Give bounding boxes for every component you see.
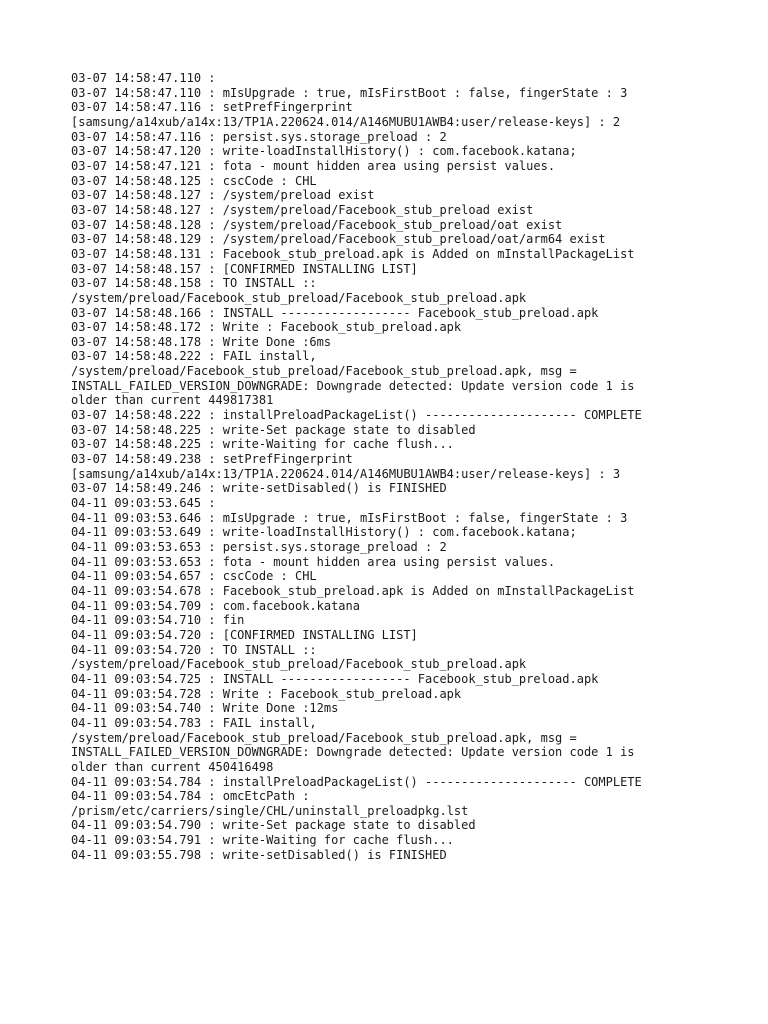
log-line: 03-07 14:58:48.129 : /system/preload/Facebook_stub_preload/oat/arm64 exist [71,232,606,247]
log-line: 03-07 14:58:48.157 : [CONFIRMED INSTALLING LIST] [71,261,418,276]
log-line: [samsung/a14xub/a14x:13/TP1A.220624.014/A146MUBU1AWB4:user/release-keys] : 2 [71,114,621,129]
log-line: 03-07 14:58:47.110 : mIsUpgrade : true, mIsFirstBoot : false, fingerState : 3 [71,85,628,100]
log-line: /system/preload/Facebook_stub_preload/Facebook_stub_preload.apk [71,657,527,672]
log-line: [samsung/a14xub/a14x:13/TP1A.220624.014/A146MUBU1AWB4:user/release-keys] : 3 [71,466,621,481]
log-line: /prism/etc/carriers/single/CHL/uninstall_preloadpkg.lst [71,803,469,818]
log-line: 04-11 09:03:53.646 : mIsUpgrade : true, mIsFirstBoot : false, fingerState : 3 [71,510,628,525]
log-line: 03-07 14:58:48.222 : installPreloadPackageList() --------------------- COMPLETE [71,408,642,423]
log-line: /system/preload/Facebook_stub_preload/Facebook_stub_preload.apk, msg = [71,364,577,379]
log-line: 04-11 09:03:53.653 : persist.sys.storage_preload : 2 [71,540,447,554]
log-line: INSTALL_FAILED_VERSION_DOWNGRADE: Downgrade detected: Update version code 1 is [71,378,635,393]
log-line: 04-11 09:03:54.784 : installPreloadPackageList() --------------------- COMPLETE [71,774,642,789]
log-line: 03-07 14:58:49.238 : setPrefFingerprint [71,452,353,467]
log-line: 04-11 09:03:54.657 : cscCode : CHL [71,569,317,584]
log-document [71,71,711,862]
log-line: 04-11 09:03:54.725 : INSTALL ------------------ Facebook_stub_preload.apk [71,671,599,686]
log-line: 04-11 09:03:54.709 : com.facebook.katana [71,598,360,613]
log-line: 03-07 14:58:48.225 : write-Set package state to disabled [71,422,476,437]
log-line: 03-07 14:58:48.222 : FAIL install, [71,349,317,364]
log-line: 03-07 14:58:47.121 : fota - mount hidden area using persist values. [71,158,556,173]
log-line: /system/preload/Facebook_stub_preload/Facebook_stub_preload.apk [71,290,527,305]
log-line: 03-07 14:58:48.166 : INSTALL ------------------ Facebook_stub_preload.apk [71,305,599,320]
log-line: 03-07 14:58:47.110 : [71,71,216,85]
log-line: 04-11 09:03:53.645 : [71,496,216,511]
log-line: 04-11 09:03:54.784 : omcEtcPath : [71,789,310,804]
log-line: 04-11 09:03:54.720 : [CONFIRMED INSTALLING LIST] [71,627,418,642]
log-line: 03-07 14:58:49.246 : write-setDisabled() is FINISHED [71,481,447,496]
log-line: 03-07 14:58:48.178 : Write Done :6ms [71,334,332,349]
log-line: 03-07 14:58:47.116 : setPrefFingerprint [71,100,353,115]
log-line: 04-11 09:03:55.798 : write-setDisabled() is FINISHED [71,847,447,862]
log-line: 04-11 09:03:54.791 : write-Waiting for cache flush... [71,833,454,848]
log-line: 03-07 14:58:48.127 : /system/preload/Facebook_stub_preload exist [71,202,534,217]
log-line: 04-11 09:03:54.710 : fin [71,613,245,628]
log-line: 04-11 09:03:53.649 : write-loadInstallHistory() : com.facebook.katana; [71,525,577,540]
log-line: 04-11 09:03:54.728 : Write : Facebook_stub_preload.apk [71,686,462,701]
log-line: /system/preload/Facebook_stub_preload/Facebook_stub_preload.apk, msg = [71,730,577,745]
log-line: older than current 450416498 [71,759,274,774]
log-line: 04-11 09:03:54.783 : FAIL install, [71,715,317,730]
log-line: 04-11 09:03:54.740 : Write Done :12ms [71,701,339,716]
log-line: 03-07 14:58:48.127 : /system/preload exist [71,188,375,203]
log-line: 03-07 14:58:48.128 : /system/preload/Facebook_stub_preload/oat exist [71,217,563,232]
log-line: 03-07 14:58:48.172 : Write : Facebook_stub_preload.apk [71,320,462,335]
log-line: 03-07 14:58:48.125 : cscCode : CHL [71,173,317,188]
log-line: 03-07 14:58:48.131 : Facebook_stub_preload.apk is Added on mInstallPackageList [71,246,635,261]
log-line: older than current 449817381 [71,393,274,408]
log-line: 03-07 14:58:47.116 : persist.sys.storage_preload : 2 [71,129,447,144]
log-line: 04-11 09:03:54.720 : TO INSTALL :: [71,642,317,657]
log-line: 04-11 09:03:54.790 : write-Set package state to disabled [71,818,476,833]
log-line: 04-11 09:03:54.678 : Facebook_stub_preload.apk is Added on mInstallPackageList [71,583,635,598]
log-line: 03-07 14:58:48.158 : TO INSTALL :: [71,276,317,291]
log-line: 03-07 14:58:47.120 : write-loadInstallHistory() : com.facebook.katana; [71,144,577,159]
log-line: INSTALL_FAILED_VERSION_DOWNGRADE: Downgrade detected: Update version code 1 is [71,745,635,760]
log-line: 04-11 09:03:53.653 : fota - mount hidden area using persist values. [71,554,556,569]
log-line: 03-07 14:58:48.225 : write-Waiting for cache flush... [71,437,454,452]
